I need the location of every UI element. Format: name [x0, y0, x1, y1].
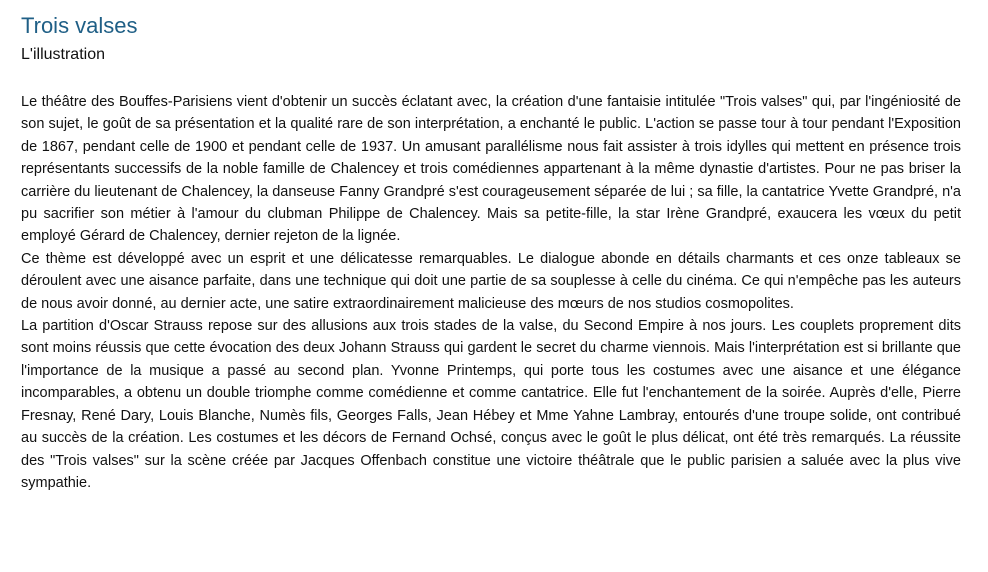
article-body [21, 91, 961, 494]
page-title: Trois valses [21, 13, 138, 38]
paragraph-2: Ce thème est développé avec un esprit et une délicatesse remarquables. Le dialogue abonde en détails charmants et ces onze tableaux se déroulent avec une aisance parfaite, dans une technique qui doit une partie de sa souplesse à celle du cinéma. Ce qui n'empêche pas les auteurs de nous avoir donné, au dernier acte, une satire extraordinairement malicieuse des mœurs de nos studios cosmopolites. [21, 250, 961, 312]
paragraph-3: La partition d'Oscar Strauss repose sur des allusions aux trois stades de la valse, du Second Empire à nos jours. Les couplets proprement dits sont moins réussis que cette évocation des deux Johann Strauss qui gardent le secret du charme viennois. Mais l'interprétation est si brillante que l'importance de la musique a passé au second plan. Yvonne Printemps, qui porte tous les costumes avec une aisance et une élégance incomparables, a obtenu un double triomphe comme comédienne et comme cantatrice. Elle fut l'enchantement de la soirée. Auprès d'elle, Pierre Fresnay, René Dary, Louis Blanche, Numès fils, Georges Falls, Jean Hébey et Mme Yahne Lambray, entourés d'une troupe solide, ont contribué au succès de la création. Les costumes et les décors de Fernand Ochsé, conçus avec le goût le plus délicat, ont été très remarqués. La réussite des "Trois valses" sur la scène créée par Jacques Offenbach constitue une victoire théâtrale que le public parisien a saluée avec la plus vive sympathie. [21, 318, 961, 491]
source-subtitle: L'illustration [21, 46, 105, 63]
paragraph-1: Le théâtre des Bouffes-Parisiens vient d'obtenir un succès éclatant avec, la création d'une fantaisie intitulée "Trois valses" qui, par l'ingéniosité de son sujet, le goût de sa présentation et la qualité rare de son interprétation, a enchanté le public. L'action se passe tour à tour pendant l'Exposition de 1867, pendant celle de 1900 et pendant celle de 1937. Un amusant parallélisme nous fait assister à trois idylles qui mettent en présence trois représentants successifs de la noble famille de Chalencey et trois comédiennes appartenant à la même dynastie d'artistes. Pour ne pas briser la carrière du lieutenant de Chalencey, la danseuse Fanny Grandpré s'est courageusement séparée de lui ; sa fille, la cantatrice Yvette Grandpré, n'a pu sacrifier son métier à l'amour du clubman Philippe de Chalencey. Mais sa petite-fille, la star Irène Grandpré, exaucera les vœux du petit employé Gérard de Chalencey, dernier rejeton de la lignée. [21, 94, 962, 245]
document-page [21, 12, 961, 494]
